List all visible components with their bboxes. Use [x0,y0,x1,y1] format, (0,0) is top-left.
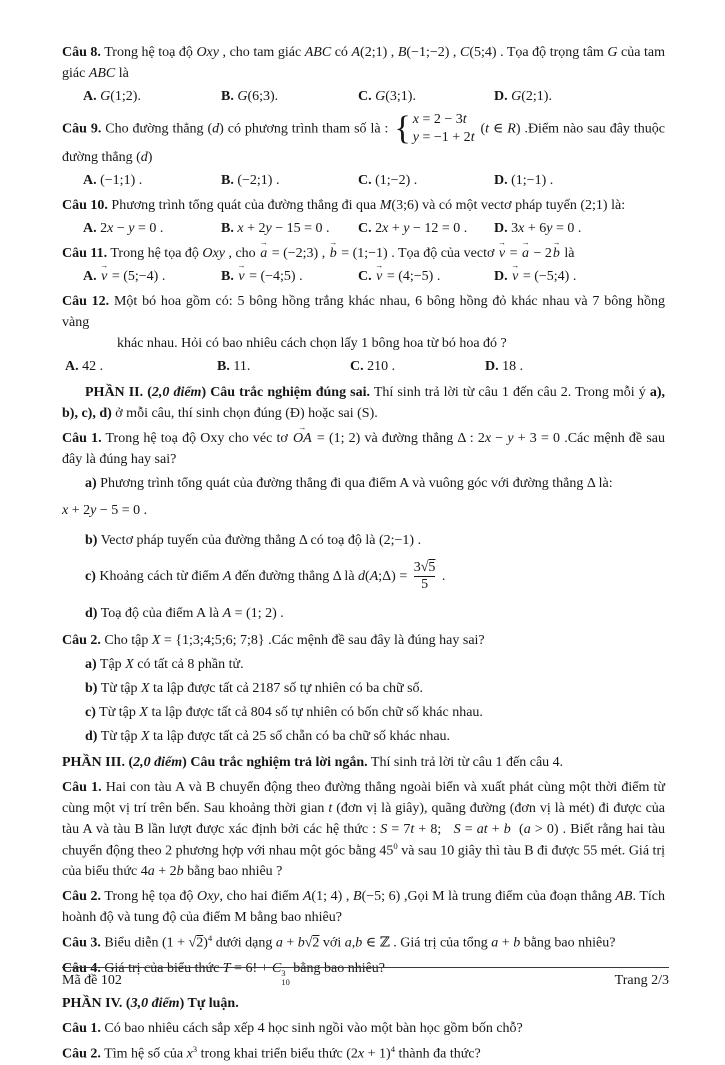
exam-content [62,38,665,1065]
part2-question-2-a: a) Tập X có tất cả 8 phần tử. [85,656,244,672]
question-10-options-d: D. 3x + 6y = 0 . [494,221,582,237]
question-12-line-2: khác nhau. Hỏi có bao nhiêu cách chọn lấy 1 bông hoa từ bó hoa đó ? [117,336,507,352]
question-11-options-d: D. v → = (−5;4) . [494,266,665,287]
question-9-options-a: A. (−1;1) . [83,173,143,189]
question-12: Câu 12. Một bó hoa gồm có: 5 bông hồng trắng khác nhau, 6 bông hồng đỏ khác nhau và 7 bông hồng vàng [62,294,665,331]
question-8: Câu 8. Trong hệ toạ độ Oxy , cho tam giác ABC có A(2;1) , B(−1;−2) , C(5;4) . Tọa độ trọng tâm G của tam giác ABC là [62,45,665,81]
question-12-options-a: A. 42 . [65,359,104,375]
part2-question-2-c: c) Từ tập X ta lập được tất cả 804 số tự nhiên có bốn chữ số khác nhau. [85,704,483,720]
question-12-options-d: D. 18 . [485,359,524,375]
part4-question-2: Câu 2. Tìm hệ số của $x^3$ trong khai triển biểu thức $(2x + 1)^4$ thành đa thức? [62,1043,481,1062]
part2-question-1-a: a) Phương trình tổng quát của đường thẳng đi qua điểm A và vuông góc với đường thẳng Δ là: [85,476,613,492]
question-9: Câu 9. Cho đường thẳng (d) có phương trình tham số là : { x = 2 − 3t y = −1 + 2t (t ∈ R) .Điểm nào sau đây thuộc đường thẳng (d) [62,109,665,166]
section-2-header: PHẦN II. (2,0 điểm) Câu trắc nghiệm đúng sai. Thí sinh trả lời từ câu 1 đến câu 2. Trong mỗi ý a), b), c), d) ở mỗi câu, thí sinh chọn đúng (Đ) hoặc sai (S). [62,385,665,422]
part2-question-1: Câu 1. Trong hệ toạ độ Oxy cho véc tơ OA → = (1; 2) và đường thẳng Δ : 2x − y + 3 = 0 .Các mệnh đề sau đây là đúng hay sai? [62,428,665,470]
page-footer [62,967,669,991]
question-9-options-d: D. (1;−1) . [494,173,554,189]
part3-question-4: Câu 4. Giá trị của biểu thức T = 6! + C 3 10 bằng bao nhiêu? [62,960,386,988]
exam-code: Mã đề 102 [62,973,122,988]
question-10-options [62,218,665,239]
part2-question-1-a-equation: x + 2y − 5 = 0 . [62,503,148,519]
part2-question-2-b: b) Từ tập X ta lập được tất cả 2187 số tự nhiên có ba chữ số. [85,680,424,696]
question-11-options-c: C. v → = (4;−5) . [358,266,494,287]
question-9-options-b: B. (−2;1) . [221,173,280,189]
part2-question-1-b: b) Vectơ pháp tuyến của đường thẳng Δ có toạ độ là (2;−1) . [85,533,422,549]
question-11: Câu 11. Trong hệ tọa độ Oxy , cho a → = (−2;3) , b → = (1;−1) . Tọa độ của vectơ v → = a → − 2b → là [62,243,665,264]
question-8-options-c: C. G(3;1). [358,89,416,104]
question-11-options-b: B. v → = (−4;5) . [221,266,358,287]
question-12-options-b: B. 11. [217,359,251,375]
question-10-options-a: A. 2x − y = 0 . [83,221,164,237]
question-12-options [62,356,665,377]
part3-question-1: Câu 1. Hai con tàu A và B chuyển động theo đường thẳng ngoài biển và xuất phát cùng một thời điểm từ cùng một vị trí trên bến. Sau khoảng thời gian t (đơn vị là giây), quãng đường (đơn vị là mét) đi được của tàu A và tàu B lần lượt được xác định bởi các hệ thức : S = 7t + 8; S = at + b (a > 0) . Biết rằng hai tàu chuyển động theo 2 phương hợp với nhau một góc bằng $45^0$ và sau 10 giây thì tàu B đi được 55 mét. Giá trị của biểu thức 4a + 2b bằng bao nhiêu ? [62,779,666,880]
question-9-options [62,170,665,191]
part4-question-1: Câu 1. Có bao nhiêu cách sắp xếp 4 học sinh ngồi vào một bàn học gồm bốn chỗ? [62,1020,523,1036]
question-8-options [62,86,665,107]
question-10-options-b: B. x + 2y − 15 = 0 . [221,221,330,237]
question-8-options-d: D. G(2;1). [494,89,552,104]
part2-question-1-d: d) Toạ độ của điểm A là A = (1; 2) . [85,605,284,621]
page-number: Trang 2/3 [614,973,669,988]
question-8-options-b: B. G(6;3). [221,89,279,104]
question-10-options-c: C. 2x + y − 12 = 0 . [358,221,468,237]
question-11-options-a: A. v → = (5;−4) . [83,266,221,287]
part2-question-1-c: c) Khoảng cách từ điểm A đến đường thẳng Δ là d(A;Δ) = $\frac{3√5}{5}$ . [85,560,446,593]
question-8-options-a: A. G(1;2). [83,89,141,104]
question-10: Câu 10. Phương trình tổng quát của đường thẳng đi qua M(3;6) và có một vectơ pháp tuyến (2;1) là: [62,198,626,214]
question-9-options-c: C. (1;−2) . [358,173,418,189]
part3-question-3: Câu 3. Biểu diễn $(1 + √2)^4$ dưới dạng a + b√2 với a,b ∈ ℤ . Giá trị của tổng a + b bằng bao nhiêu? [62,933,616,951]
section-4-header: PHẦN IV. (3,0 điểm) Tự luận. [62,995,239,1011]
part2-question-2-d: d) Từ tập X ta lập được tất cả 25 số chẵn có ba chữ số khác nhau. [85,728,451,744]
question-11-options [62,266,665,287]
section-3-header: PHẦN III. (2,0 điểm) Câu trắc nghiệm trả lời ngắn. Thí sinh trả lời từ câu 1 đến câu 4. [62,754,564,770]
question-12-options-c: C. 210 . [350,359,396,375]
part2-question-2: Câu 2. Cho tập X = {1;3;4;5;6; 7;8} .Các mệnh đề sau đây là đúng hay sai? [62,632,485,648]
part3-question-2: Câu 2. Trong hệ tọa độ Oxy, cho hai điểm A(1; 4) , B(−5; 6) ,Gọi M là trung điểm của đoạn thẳng AB. Tích hoành độ và tung độ của điểm M bằng bao nhiêu? [62,889,666,926]
